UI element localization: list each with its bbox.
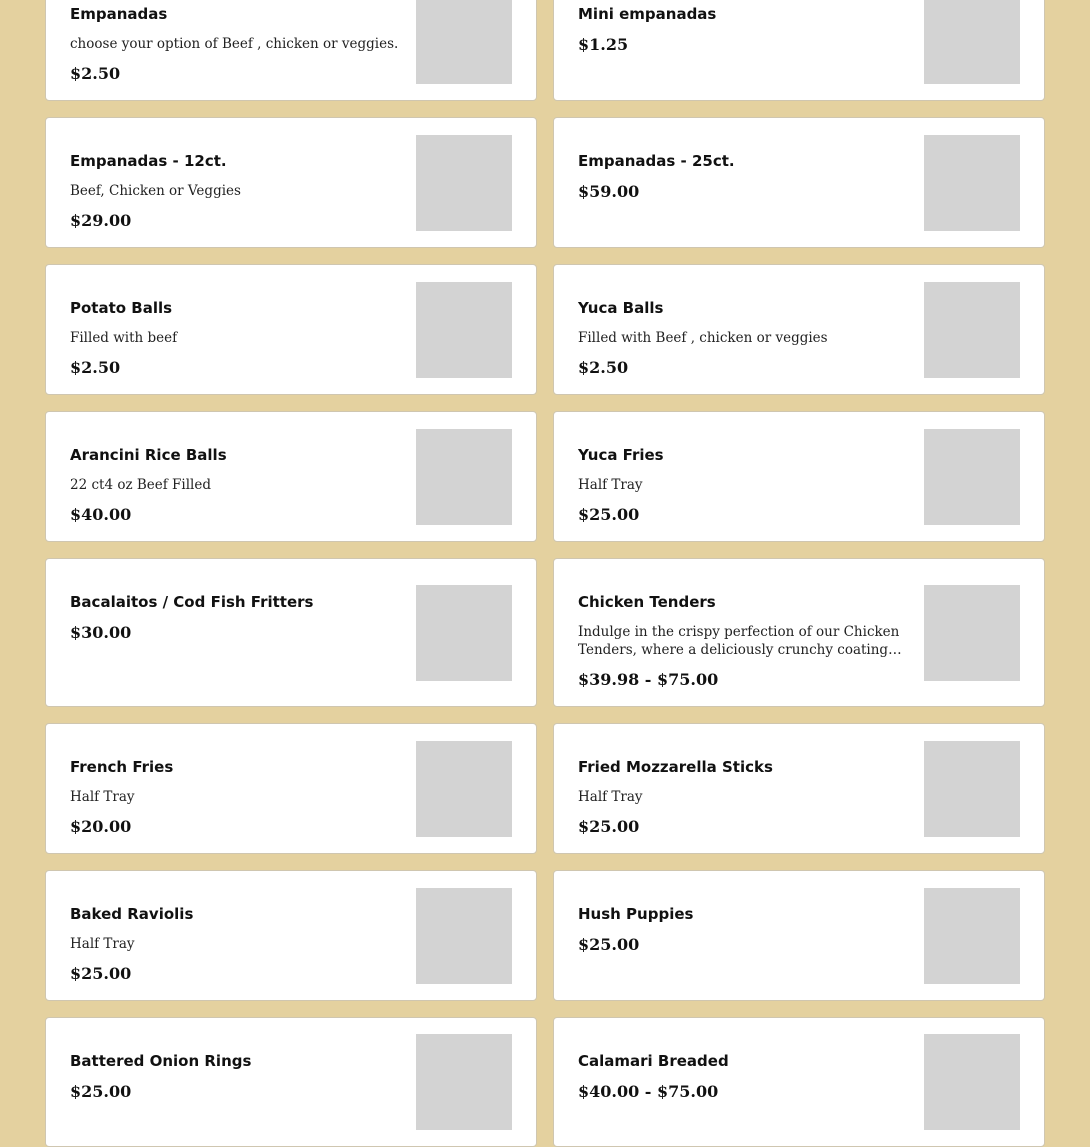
item-name: Hush Puppies bbox=[578, 905, 694, 923]
menu-item-card[interactable] bbox=[45, 1017, 537, 1147]
menu-item-card[interactable] bbox=[45, 870, 537, 1001]
item-name: Potato Balls bbox=[70, 299, 173, 317]
item-price: $2.50 bbox=[70, 358, 121, 377]
item-name: Baked Raviolis bbox=[70, 905, 194, 923]
item-price: $59.00 bbox=[578, 182, 640, 201]
item-description: 22 ct4 oz Beef Filled bbox=[70, 477, 212, 493]
item-price: $25.00 bbox=[70, 964, 132, 983]
item-name: Fried Mozzarella Sticks bbox=[578, 758, 773, 776]
item-name: French Fries bbox=[70, 758, 174, 776]
item-price: $30.00 bbox=[70, 623, 132, 642]
item-name: Bacalaitos / Cod Fish Fritters bbox=[70, 593, 314, 611]
menu-item-card[interactable] bbox=[45, 0, 537, 101]
menu-item-card[interactable] bbox=[553, 558, 1045, 707]
menu-item-card[interactable] bbox=[553, 870, 1045, 1001]
item-description: Beef, Chicken or Veggies bbox=[70, 183, 241, 199]
item-price: $25.00 bbox=[70, 1082, 132, 1101]
item-name: Empanadas - 12ct. bbox=[70, 152, 227, 170]
image-placeholder-icon bbox=[416, 741, 512, 837]
menu-item-card[interactable] bbox=[553, 264, 1045, 395]
image-placeholder-icon bbox=[924, 1034, 1020, 1130]
menu-item-card[interactable] bbox=[45, 117, 537, 248]
image-placeholder-icon bbox=[924, 282, 1020, 378]
item-name: Mini empanadas bbox=[578, 5, 717, 23]
image-placeholder-icon bbox=[924, 585, 1020, 681]
image-placeholder-icon bbox=[416, 585, 512, 681]
item-name: Yuca Fries bbox=[578, 446, 664, 464]
image-placeholder-icon bbox=[924, 0, 1020, 84]
menu-item-card[interactable] bbox=[45, 411, 537, 542]
item-description: Half Tray bbox=[578, 789, 643, 805]
image-placeholder-icon bbox=[416, 282, 512, 378]
image-placeholder-icon bbox=[924, 888, 1020, 984]
item-price: $40.00 - $75.00 bbox=[578, 1082, 719, 1101]
image-placeholder-icon bbox=[416, 0, 512, 84]
item-description: Filled with beef bbox=[70, 330, 178, 346]
menu-item-card[interactable] bbox=[45, 723, 537, 854]
menu-item-card[interactable] bbox=[553, 0, 1045, 101]
item-description: Indulge in the crispy perfection of our Chicken Tenders, where a deliciously crunchy coating… bbox=[578, 624, 902, 658]
menu-grid bbox=[45, 0, 1045, 1147]
item-description: Filled with Beef , chicken or veggies bbox=[578, 330, 828, 346]
item-price: $25.00 bbox=[578, 935, 640, 954]
item-price: $40.00 bbox=[70, 505, 132, 524]
item-price: $29.00 bbox=[70, 211, 132, 230]
item-price: $25.00 bbox=[578, 817, 640, 836]
item-price: $2.50 bbox=[578, 358, 629, 377]
menu-item-card[interactable] bbox=[45, 558, 537, 707]
item-description: Half Tray bbox=[70, 936, 135, 952]
item-price: $25.00 bbox=[578, 505, 640, 524]
item-name: Battered Onion Rings bbox=[70, 1052, 252, 1070]
image-placeholder-icon bbox=[416, 429, 512, 525]
image-placeholder-icon bbox=[924, 429, 1020, 525]
item-name: Arancini Rice Balls bbox=[70, 446, 227, 464]
item-name: Chicken Tenders bbox=[578, 593, 716, 611]
item-price: $20.00 bbox=[70, 817, 132, 836]
item-description: choose your option of Beef , chicken or veggies. bbox=[70, 36, 399, 52]
menu-item-card[interactable] bbox=[553, 723, 1045, 854]
image-placeholder-icon bbox=[924, 135, 1020, 231]
menu-item-card[interactable] bbox=[45, 264, 537, 395]
menu-item-card[interactable] bbox=[553, 411, 1045, 542]
item-description: Half Tray bbox=[578, 477, 643, 493]
item-name: Empanadas bbox=[70, 5, 168, 23]
menu-item-card[interactable] bbox=[553, 117, 1045, 248]
item-price: $1.25 bbox=[578, 35, 629, 54]
image-placeholder-icon bbox=[416, 135, 512, 231]
menu-item-card[interactable] bbox=[553, 1017, 1045, 1147]
image-placeholder-icon bbox=[416, 888, 512, 984]
item-name: Yuca Balls bbox=[578, 299, 664, 317]
item-name: Calamari Breaded bbox=[578, 1052, 729, 1070]
item-description: Half Tray bbox=[70, 789, 135, 805]
item-price: $39.98 - $75.00 bbox=[578, 670, 719, 689]
image-placeholder-icon bbox=[924, 741, 1020, 837]
image-placeholder-icon bbox=[416, 1034, 512, 1130]
item-name: Empanadas - 25ct. bbox=[578, 152, 735, 170]
item-price: $2.50 bbox=[70, 64, 121, 83]
